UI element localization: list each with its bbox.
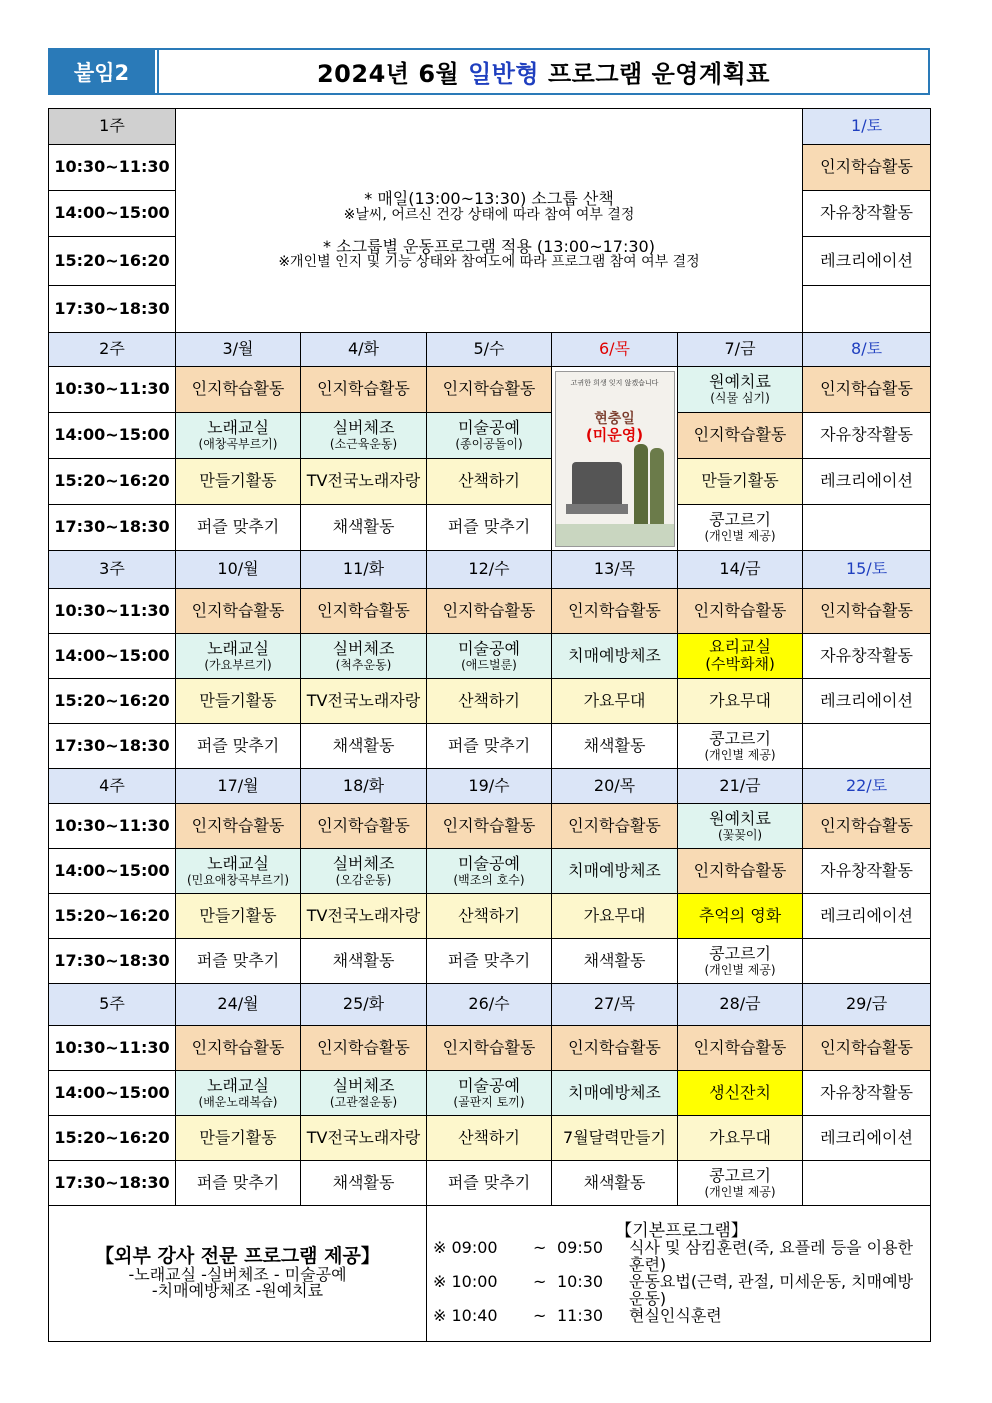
activity-cell: 인지학습활동 bbox=[803, 804, 931, 849]
day-header: 21/금 bbox=[678, 769, 803, 804]
activity-cell: 퍼즐 맞추기 bbox=[176, 939, 301, 984]
activity-cell: 만들기활동 bbox=[176, 679, 301, 724]
notice-box: * 매일(13:00~13:30) 소그룹 산책 ※날씨, 어르신 건강 상태에 따라 참여 여부 결정 * 소그룹별 운동프로그램 적용 (13:00~17:30) ※개인별 인지 및 기능 상태와 참여도에 따라 프로그램 참여 여부 결정 bbox=[176, 109, 803, 333]
attachment-badge: 붙임2 bbox=[50, 50, 155, 93]
activity-cell: 만들기활동 bbox=[176, 1116, 301, 1161]
activity-cell: TV전국노래자랑 bbox=[301, 679, 427, 724]
activity-cell: TV전국노래자랑 bbox=[301, 1116, 427, 1161]
time-slot: 14:00~15:00 bbox=[49, 849, 176, 894]
day-header: 7/금 bbox=[678, 333, 803, 367]
activity-cell: 실버체조 (척추운동) bbox=[301, 634, 427, 679]
activity-cell: 만들기활동 bbox=[176, 459, 301, 505]
activity-cell: 인지학습활동 bbox=[301, 804, 427, 849]
activity-cell: 인지학습활동 bbox=[803, 145, 931, 191]
time-slot: 10:30~11:30 bbox=[49, 1026, 176, 1071]
activity-cell: 인지학습활동 bbox=[427, 589, 552, 634]
activity-cell: 치매예방체조 bbox=[552, 849, 678, 894]
activity-cell: 실버체조 (소근육운동) bbox=[301, 413, 427, 459]
activity-cell: 산책하기 bbox=[427, 679, 552, 724]
activity-cell bbox=[803, 1161, 931, 1206]
activity-cell: 채색활동 bbox=[552, 1161, 678, 1206]
activity-cell: 콩고르기 (개인별 제공) bbox=[678, 1161, 803, 1206]
day-header: 14/금 bbox=[678, 551, 803, 589]
memorial-day-poster bbox=[552, 367, 678, 551]
time-slot: 10:30~11:30 bbox=[49, 804, 176, 849]
basic-program-row: ※ 10:40 ~ 11:30 현실인식훈련 bbox=[433, 1305, 722, 1325]
activity-cell: TV전국노래자랑 bbox=[301, 894, 427, 939]
activity-cell: 인지학습활동 bbox=[552, 804, 678, 849]
basic-program-row: ※ 09:00 ~ 09:50 식사 및 삼킴훈련(죽, 요플레 등을 이용한 훈련) bbox=[433, 1238, 914, 1275]
activity-cell: 인지학습활동 bbox=[803, 589, 931, 634]
day-header: 29/금 bbox=[803, 984, 931, 1026]
day-header: 18/화 bbox=[301, 769, 427, 804]
day-header: 8/토 bbox=[803, 333, 931, 367]
activity-cell: 인지학습활동 bbox=[552, 1026, 678, 1071]
day-header: 26/수 bbox=[427, 984, 552, 1026]
time-slot: 17:30~18:30 bbox=[49, 939, 176, 984]
activity-cell: 자유창작활동 bbox=[803, 413, 931, 459]
activity-cell: 자유창작활동 bbox=[803, 1071, 931, 1116]
activity-cell: 인지학습활동 bbox=[427, 804, 552, 849]
time-slot: 15:20~16:20 bbox=[49, 237, 176, 286]
activity-cell: 퍼즐 맞추기 bbox=[176, 505, 301, 551]
activity-cell: 노래교실 (배운노래복습) bbox=[176, 1071, 301, 1116]
activity-cell: 가요무대 bbox=[678, 1116, 803, 1161]
activity-cell: 자유창작활동 bbox=[803, 191, 931, 237]
activity-cell: 인지학습활동 bbox=[176, 1026, 301, 1071]
time-slot: 14:00~15:00 bbox=[49, 191, 176, 237]
day-header: 19/수 bbox=[427, 769, 552, 804]
activity-cell: 콩고르기 (개인별 제공) bbox=[678, 505, 803, 551]
activity-cell: 미술공예 (골판지 토끼) bbox=[427, 1071, 552, 1116]
activity-cell: 레크리에이션 bbox=[803, 1116, 931, 1161]
day-header: 1/토 bbox=[803, 109, 931, 145]
activity-cell: 채색활동 bbox=[301, 505, 427, 551]
time-slot: 10:30~11:30 bbox=[49, 367, 176, 413]
activity-cell: 채색활동 bbox=[301, 1161, 427, 1206]
day-header: 27/목 bbox=[552, 984, 678, 1026]
activity-cell: 인지학습활동 bbox=[552, 589, 678, 634]
week-label: 2주 bbox=[49, 333, 176, 367]
day-header: 20/목 bbox=[552, 769, 678, 804]
activity-cell: 채색활동 bbox=[552, 939, 678, 984]
activity-cell: 미술공예 (종이공돌이) bbox=[427, 413, 552, 459]
time-slot: 14:00~15:00 bbox=[49, 634, 176, 679]
activity-cell: 인지학습활동 bbox=[803, 1026, 931, 1071]
activity-cell: 미술공예 (애드벌룬) bbox=[427, 634, 552, 679]
activity-cell: 인지학습활동 bbox=[678, 1026, 803, 1071]
time-slot: 10:30~11:30 bbox=[49, 589, 176, 634]
day-header: 28/금 bbox=[678, 984, 803, 1026]
activity-cell: 레크리에이션 bbox=[803, 894, 931, 939]
activity-cell: 인지학습활동 bbox=[301, 367, 427, 413]
activity-cell: 인지학습활동 bbox=[301, 589, 427, 634]
activity-cell: 실버체조 (고관절운동) bbox=[301, 1071, 427, 1116]
day-header: 12/수 bbox=[427, 551, 552, 589]
activity-cell: 산책하기 bbox=[427, 894, 552, 939]
time-slot: 14:00~15:00 bbox=[49, 1071, 176, 1116]
day-header: 4/화 bbox=[301, 333, 427, 367]
activity-cell: 가요무대 bbox=[552, 679, 678, 724]
activity-cell: 노래교실 (애창곡부르기) bbox=[176, 413, 301, 459]
day-header: 11/화 bbox=[301, 551, 427, 589]
external-programs: 【외부 강사 전문 프로그램 제공】 -노래교실 -실버체조 - 미술공예 -치매예방체조 -원예치료 bbox=[49, 1206, 427, 1342]
activity-cell bbox=[803, 939, 931, 984]
activity-cell: 가요무대 bbox=[552, 894, 678, 939]
activity-cell: 인지학습활동 bbox=[678, 849, 803, 894]
time-slot: 17:30~18:30 bbox=[49, 286, 176, 333]
week-label: 3주 bbox=[49, 551, 176, 589]
activity-cell: 자유창작활동 bbox=[803, 634, 931, 679]
time-slot: 15:20~16:20 bbox=[49, 1116, 176, 1161]
activity-cell: 치매예방체조 bbox=[552, 634, 678, 679]
activity-cell: 콩고르기 (개인별 제공) bbox=[678, 724, 803, 769]
day-header: 22/토 bbox=[803, 769, 931, 804]
activity-cell: 인지학습활동 bbox=[427, 1026, 552, 1071]
activity-cell: 산책하기 bbox=[427, 1116, 552, 1161]
activity-cell: 레크리에이션 bbox=[803, 679, 931, 724]
activity-cell: 만들기활동 bbox=[678, 459, 803, 505]
week-label: 1주 bbox=[49, 109, 176, 145]
time-slot: 15:20~16:20 bbox=[49, 459, 176, 505]
week-label: 4주 bbox=[49, 769, 176, 804]
activity-cell: 인지학습활동 bbox=[176, 804, 301, 849]
activity-cell: 인지학습활동 bbox=[803, 367, 931, 413]
activity-cell: 만들기활동 bbox=[176, 894, 301, 939]
activity-cell bbox=[803, 286, 931, 333]
activity-cell: 미술공예 (백조의 호수) bbox=[427, 849, 552, 894]
time-slot: 17:30~18:30 bbox=[49, 1161, 176, 1206]
activity-cell: 가요무대 bbox=[678, 679, 803, 724]
activity-cell: 퍼즐 맞추기 bbox=[427, 939, 552, 984]
activity-cell: 생신잔치 bbox=[678, 1071, 803, 1116]
activity-cell: 퍼즐 맞추기 bbox=[176, 1161, 301, 1206]
activity-cell: 콩고르기 (개인별 제공) bbox=[678, 939, 803, 984]
activity-cell: 노래교실 (민요애창곡부르기) bbox=[176, 849, 301, 894]
activity-cell: 인지학습활동 bbox=[176, 589, 301, 634]
activity-cell: 산책하기 bbox=[427, 459, 552, 505]
activity-cell: 퍼즐 맞추기 bbox=[427, 1161, 552, 1206]
activity-cell: 퍼즐 맞추기 bbox=[427, 724, 552, 769]
activity-cell bbox=[803, 505, 931, 551]
week-label: 5주 bbox=[49, 984, 176, 1026]
activity-cell: 원예치료 (식물 심기) bbox=[678, 367, 803, 413]
activity-cell bbox=[803, 724, 931, 769]
activity-cell: 레크리에이션 bbox=[803, 459, 931, 505]
page-title: 2024년 6월 일반형 프로그램 운영계획표 bbox=[157, 50, 928, 93]
time-slot: 15:20~16:20 bbox=[49, 894, 176, 939]
activity-cell: 채색활동 bbox=[301, 724, 427, 769]
activity-cell: 7월달력만들기 bbox=[552, 1116, 678, 1161]
day-header: 13/목 bbox=[552, 551, 678, 589]
time-slot: 14:00~15:00 bbox=[49, 413, 176, 459]
activity-cell: 레크리에이션 bbox=[803, 237, 931, 286]
activity-cell: 인지학습활동 bbox=[176, 367, 301, 413]
day-header: 3/월 bbox=[176, 333, 301, 367]
time-slot: 15:20~16:20 bbox=[49, 679, 176, 724]
day-header-holiday: 6/목 bbox=[552, 333, 678, 367]
time-slot: 10:30~11:30 bbox=[49, 145, 176, 191]
activity-cell: 인지학습활동 bbox=[427, 367, 552, 413]
activity-cell: 퍼즐 맞추기 bbox=[176, 724, 301, 769]
activity-cell: 요리교실 (수박화채) bbox=[678, 634, 803, 679]
day-header: 25/화 bbox=[301, 984, 427, 1026]
time-slot: 17:30~18:30 bbox=[49, 724, 176, 769]
page-header bbox=[48, 48, 930, 95]
basic-program-row: ※ 10:00 ~ 10:30 운동요법(근력, 관절, 미세운동, 치매예방 운동) bbox=[433, 1272, 914, 1308]
poster-image: 고귀한 희생 잊지 않겠습니다 현충일 (미운영) bbox=[555, 371, 675, 547]
day-header: 10/월 bbox=[176, 551, 301, 589]
activity-cell: 인지학습활동 bbox=[678, 413, 803, 459]
activity-cell: 인지학습활동 bbox=[301, 1026, 427, 1071]
activity-cell: 자유창작활동 bbox=[803, 849, 931, 894]
day-header: 24/월 bbox=[176, 984, 301, 1026]
activity-cell: 채색활동 bbox=[301, 939, 427, 984]
activity-cell: 퍼즐 맞추기 bbox=[427, 505, 552, 551]
day-header: 15/토 bbox=[803, 551, 931, 589]
schedule-table bbox=[48, 108, 931, 1342]
activity-cell: 노래교실 (가요부르기) bbox=[176, 634, 301, 679]
activity-cell: 원예치료 (꽃꽂이) bbox=[678, 804, 803, 849]
title-highlight: 일반형 bbox=[468, 60, 540, 88]
day-header: 5/수 bbox=[427, 333, 552, 367]
time-slot: 17:30~18:30 bbox=[49, 505, 176, 551]
activity-cell: 채색활동 bbox=[552, 724, 678, 769]
activity-cell: 인지학습활동 bbox=[678, 589, 803, 634]
day-header: 17/월 bbox=[176, 769, 301, 804]
activity-cell: 실버체조 (오감운동) bbox=[301, 849, 427, 894]
activity-cell: TV전국노래자랑 bbox=[301, 459, 427, 505]
basic-programs: 【기본프로그램】 ※ 09:00 ~ 09:50 식사 및 삼킴훈련(죽, 요플레 등을 이용한 훈련) ※ 10:00 ~ 10:30 운동요법(근력, 관절, 미세운동, 치매예방 운동) ※ 10:40 ~ 11:30 현실인식훈련 bbox=[427, 1206, 931, 1342]
activity-cell: 치매예방체조 bbox=[552, 1071, 678, 1116]
activity-cell: 추억의 영화 bbox=[678, 894, 803, 939]
